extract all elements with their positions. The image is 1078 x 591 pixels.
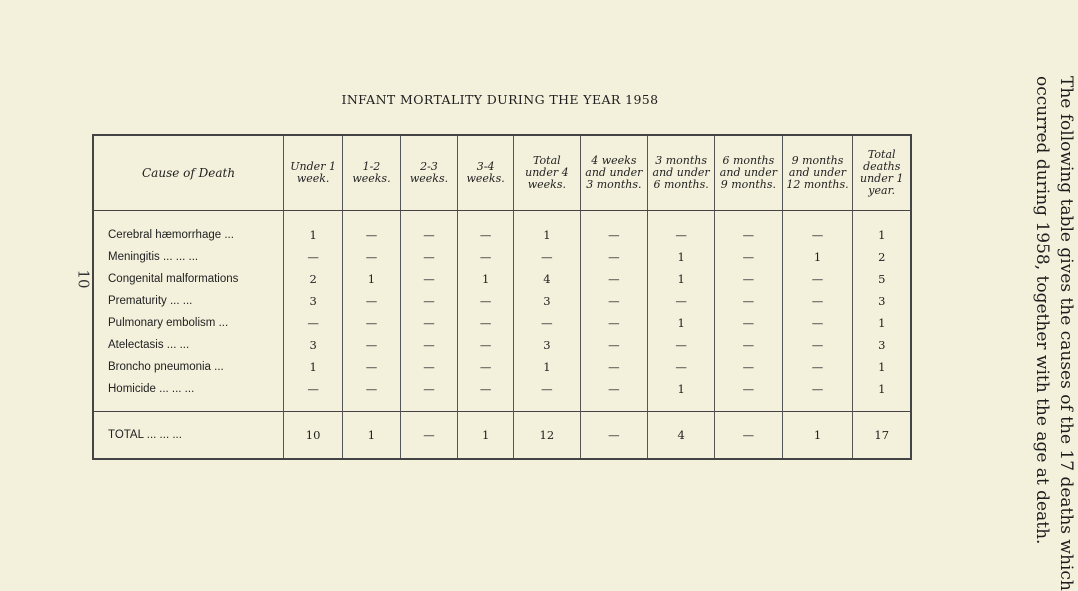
total-value-cell: 1	[343, 411, 401, 459]
header-cause: Cause of Death	[93, 135, 284, 211]
value-cell: —	[343, 312, 401, 334]
cause-cell: Homicide ... ... ...	[108, 383, 195, 396]
value-cell: —	[400, 290, 458, 312]
table-row	[93, 378, 911, 411]
value-cell: 5	[853, 268, 911, 290]
intro-note-line-1: The following table gives the causes of the 17 deaths which	[1056, 76, 1076, 591]
value-cell: —	[513, 246, 580, 268]
value-cell: 1	[284, 356, 343, 378]
value-cell: —	[715, 268, 782, 290]
cause-cell: Cerebral hæmorrhage ...	[108, 228, 234, 241]
value-cell: —	[580, 268, 647, 290]
total-value-cell: 4	[647, 411, 714, 459]
total-value-cell: 12	[513, 411, 580, 459]
value-cell: 3	[284, 290, 343, 312]
value-cell: 1	[343, 268, 401, 290]
value-cell: —	[284, 246, 343, 268]
value-cell: —	[715, 312, 782, 334]
table-row	[93, 334, 911, 356]
value-cell: —	[715, 211, 782, 247]
header-3-4-weeks: 3-4 weeks.	[458, 135, 514, 211]
value-cell: 1	[647, 246, 714, 268]
value-cell: —	[580, 378, 647, 411]
header-under-1-week: Under 1 week.	[284, 135, 343, 211]
value-cell: —	[400, 312, 458, 334]
value-cell: —	[647, 211, 714, 247]
value-cell: —	[782, 356, 853, 378]
cause-cell: Broncho pneumonia ...	[108, 360, 224, 373]
value-cell: —	[343, 246, 401, 268]
infant-mortality-table	[92, 134, 912, 460]
header-1-2-weeks: 1-2 weeks.	[343, 135, 401, 211]
cause-cell: Atelectasis ... ...	[108, 338, 190, 351]
header-total-under-1-year: Total deaths under 1 year.	[853, 135, 911, 211]
header-total-under-4-weeks: Total under 4 weeks.	[513, 135, 580, 211]
value-cell: —	[580, 356, 647, 378]
header-4-weeks-3-months: 4 weeks and under 3 months.	[580, 135, 647, 211]
value-cell: —	[647, 334, 714, 356]
value-cell: —	[458, 246, 514, 268]
value-cell: —	[782, 334, 853, 356]
value-cell: —	[782, 290, 853, 312]
value-cell: —	[715, 290, 782, 312]
value-cell: 1	[513, 211, 580, 247]
value-cell: —	[513, 378, 580, 411]
table-row	[93, 312, 911, 334]
total-label: TOTAL ... ... ...	[93, 411, 284, 459]
value-cell: —	[458, 334, 514, 356]
value-cell: —	[458, 211, 514, 247]
total-value-cell: —	[715, 411, 782, 459]
cause-cell: Congenital malformations	[108, 273, 239, 286]
value-cell: —	[715, 246, 782, 268]
value-cell: —	[715, 378, 782, 411]
value-cell: —	[400, 356, 458, 378]
table-row	[93, 290, 911, 312]
value-cell: —	[343, 290, 401, 312]
value-cell: —	[343, 378, 401, 411]
value-cell: —	[580, 312, 647, 334]
value-cell: 3	[513, 334, 580, 356]
value-cell: —	[647, 356, 714, 378]
value-cell: 1	[458, 268, 514, 290]
header-3-6-months: 3 months and under 6 months.	[647, 135, 714, 211]
value-cell: —	[580, 211, 647, 247]
value-cell: —	[782, 312, 853, 334]
total-value-cell: —	[580, 411, 647, 459]
value-cell: —	[400, 268, 458, 290]
value-cell: 1	[853, 378, 911, 411]
value-cell: —	[782, 378, 853, 411]
value-cell: 1	[647, 268, 714, 290]
value-cell: —	[400, 211, 458, 247]
value-cell: —	[647, 290, 714, 312]
value-cell: 1	[853, 312, 911, 334]
value-cell: —	[715, 356, 782, 378]
value-cell: 3	[284, 334, 343, 356]
value-cell: —	[782, 211, 853, 247]
value-cell: 1	[853, 356, 911, 378]
value-cell: —	[343, 211, 401, 247]
header-2-3-weeks: 2-3 weeks.	[400, 135, 458, 211]
value-cell: 1	[513, 356, 580, 378]
value-cell: 3	[853, 334, 911, 356]
value-cell: —	[580, 334, 647, 356]
intro-note-line-2: occurred during 1958, together with the age at death.	[1032, 76, 1052, 545]
total-value-cell: —	[400, 411, 458, 459]
value-cell: —	[400, 246, 458, 268]
value-cell: 1	[782, 246, 853, 268]
cause-cell: Meningitis ... ... ...	[108, 251, 199, 264]
value-cell: —	[458, 356, 514, 378]
cause-cell: Pulmonary embolism ...	[108, 316, 229, 329]
value-cell: —	[580, 246, 647, 268]
cause-cell: Prematurity ... ...	[108, 295, 193, 307]
value-cell: —	[782, 268, 853, 290]
value-cell: 1	[284, 211, 343, 247]
value-cell: 2	[853, 246, 911, 268]
total-value-cell: 10	[284, 411, 343, 459]
value-cell: —	[343, 334, 401, 356]
value-cell: —	[400, 334, 458, 356]
header-6-9-months: 6 months and under 9 months.	[715, 135, 782, 211]
total-value-cell: 17	[853, 411, 911, 459]
header-9-12-months: 9 months and under 12 months.	[782, 135, 853, 211]
value-cell: 4	[513, 268, 580, 290]
table-row	[93, 246, 911, 268]
value-cell: 3	[853, 290, 911, 312]
value-cell: —	[284, 312, 343, 334]
header-row	[93, 135, 911, 211]
value-cell: —	[458, 290, 514, 312]
table-title: INFANT MORTALITY DURING THE YEAR 1958	[341, 92, 659, 107]
value-cell: 1	[647, 378, 714, 411]
value-cell: —	[458, 378, 514, 411]
value-cell: —	[513, 312, 580, 334]
value-cell: 2	[284, 268, 343, 290]
value-cell: 1	[647, 312, 714, 334]
value-cell: —	[580, 290, 647, 312]
total-value-cell: 1	[458, 411, 514, 459]
value-cell: 1	[853, 211, 911, 247]
value-cell: —	[458, 312, 514, 334]
table-row	[93, 211, 911, 247]
value-cell: —	[715, 334, 782, 356]
total-row	[93, 411, 911, 459]
intro-note	[1030, 76, 1078, 591]
value-cell: —	[400, 378, 458, 411]
table-row	[93, 356, 911, 378]
value-cell: —	[343, 356, 401, 378]
table-row	[93, 268, 911, 290]
value-cell: 3	[513, 290, 580, 312]
total-value-cell: 1	[782, 411, 853, 459]
value-cell: —	[284, 378, 343, 411]
page-number: 10	[74, 269, 93, 289]
